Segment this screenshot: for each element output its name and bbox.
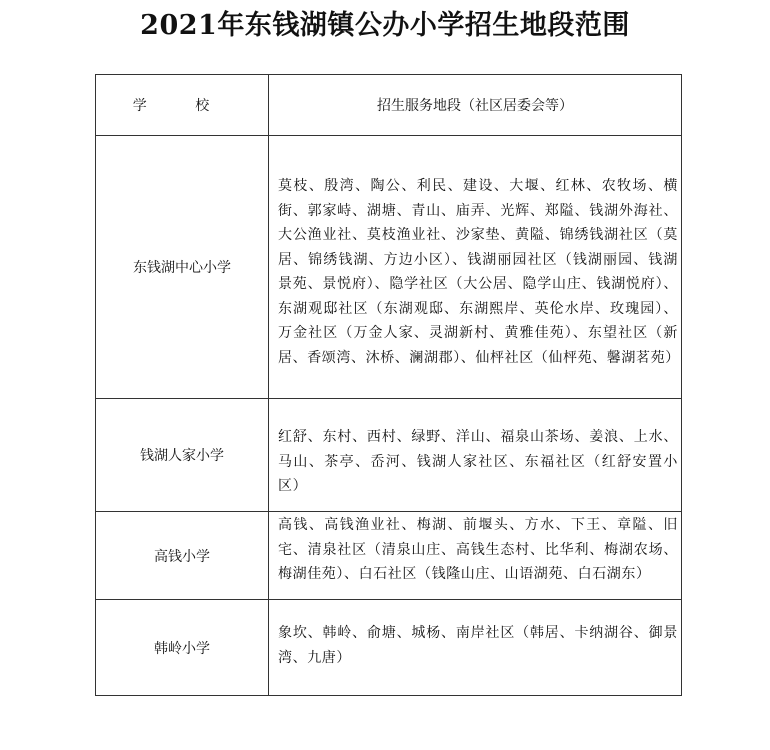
school-name: 韩岭小学 (96, 600, 269, 696)
table-row (96, 600, 682, 696)
school-name: 钱湖人家小学 (96, 399, 269, 512)
service-area: 象坎、韩岭、俞塘、城杨、南岸社区（韩居、卡纳湖谷、御景湾、九唐） (269, 600, 682, 696)
table-row (96, 136, 682, 399)
service-area: 红舒、东村、西村、绿野、洋山、福泉山茶场、姜浪、上水、马山、茶亭、岙河、钱湖人家社区、东福社区（红舒安置小区） (269, 399, 682, 512)
school-name: 高钱小学 (96, 512, 269, 600)
service-area: 高钱、高钱渔业社、梅湖、前堰头、方水、下王、章隘、旧宅、清泉社区（清泉山庄、高钱生态村、比华利、梅湖农场、梅湖佳苑）、白石社区（钱隆山庄、山语湖苑、白石湖东） (269, 512, 682, 600)
school-name: 东钱湖中心小学 (96, 136, 269, 399)
header-area: 招生服务地段（社区居委会等） (269, 75, 682, 136)
table-row (96, 512, 682, 600)
header-school: 学 校 (96, 75, 269, 136)
table-row (96, 399, 682, 512)
enrollment-zone-table (95, 74, 682, 696)
table-header-row (96, 75, 682, 136)
page-title: 2021年东钱湖镇公办小学招生地段范围 (140, 10, 630, 41)
service-area: 莫枝、殷湾、陶公、利民、建设、大堰、红林、农牧场、横街、郭家峙、湖塘、青山、庙弄、光辉、郑隘、钱湖外海社、大公渔业社、莫枝渔业社、沙家垫、黄隘、锦绣钱湖社区（莫居、锦绣钱湖、方边小区）、钱湖丽园社区（钱湖丽园、钱湖景苑、景悦府）、隐学社区（大公居、隐学山庄、钱湖悦府）、东湖观邸社区（东湖观邸、东湖熙岸、英伦水岸、玫瑰园）、万金社区（万金人家、灵湖新村、黄雅佳苑）、东望社区（新居、香颂湾、沐桥、澜湖郡）、仙枰社区（仙枰苑、馨湖茗苑） (269, 136, 682, 399)
